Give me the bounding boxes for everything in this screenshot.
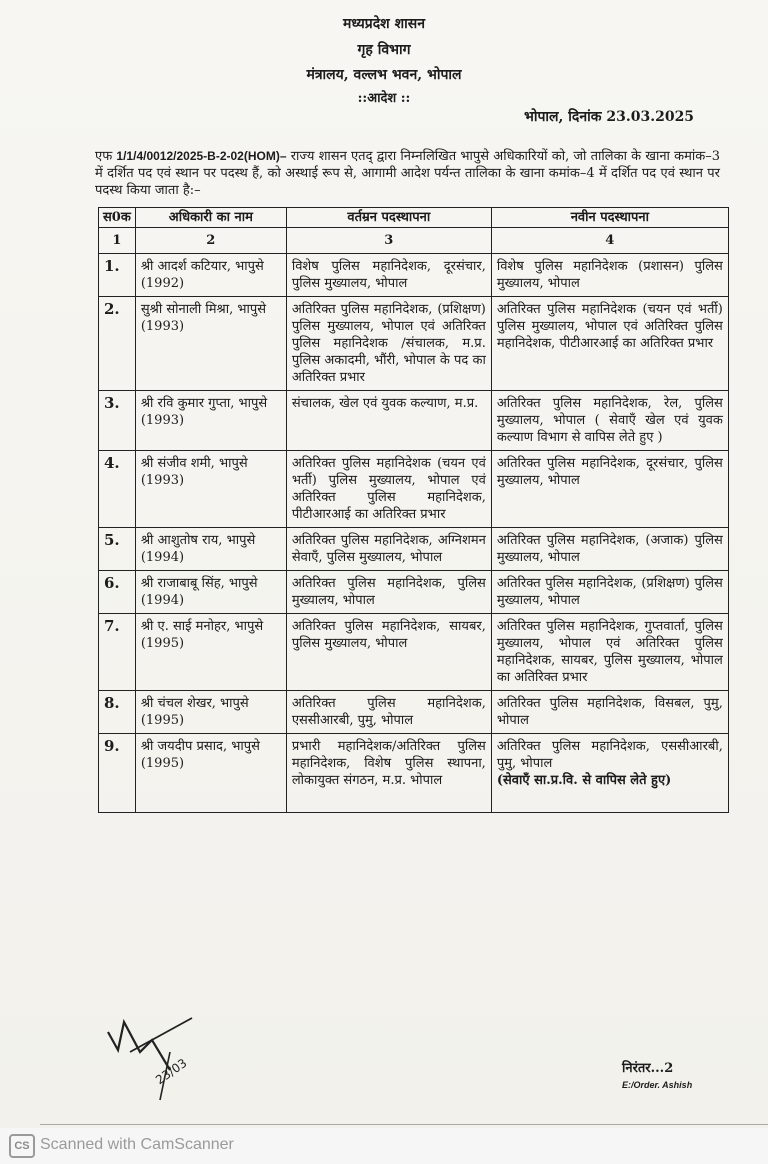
current-posting: अतिरिक्त पुलिस महानिदेशक, एससीआरबी, पुमु, भोपाल xyxy=(286,691,491,734)
new-posting-text: अतिरिक्त पुलिस महानिदेशक, विसबल, पुमु, भोपाल xyxy=(496,696,723,728)
scanner-text: Scanned with CamScanner xyxy=(40,1136,234,1153)
new-posting xyxy=(491,734,728,813)
current-posting: अतिरिक्त पुलिस महानिदेशक, (प्रशिक्षण) पुलिस मुख्यालय, भोपाल एवं अतिरिक्त पुलिस महानिदेशक /संचालक, म.प्र. पुलिस अकादमी, भौंरी, भोपाल के पद का अतिरिक्त प्रभार xyxy=(286,297,491,391)
serial-number: 5. xyxy=(99,528,136,571)
new-posting-text: अतिरिक्त पुलिस महानिदेशक, (प्रशिक्षण) पुलिस मुख्यालय, भोपाल xyxy=(496,576,723,608)
column-number: 4 xyxy=(491,228,728,254)
new-posting-text: अतिरिक्त पुलिस महानिदेशक, गुप्तवार्ता, पुलिस मुख्यालय, भोपाल एवं अतिरिक्त पुलिस महानिदेशक, सायबर, पुलिस मुख्यालय, भोपाल का अतिरिक्त प्रभार xyxy=(496,619,723,685)
officer-name: श्री चंचल शेखर, भापुसे (1995) xyxy=(135,691,286,734)
new-posting xyxy=(491,614,728,691)
header-order-title: ::आदेश :: xyxy=(357,91,411,106)
header-government: मध्यप्रदेश शासन xyxy=(343,16,425,32)
order-date: भोपाल, दिनांक 23.03.2025 xyxy=(524,109,695,125)
officer-name: श्री राजाबाबू सिंह, भापुसे (1994) xyxy=(135,571,286,614)
header-serial: स0क xyxy=(99,208,136,228)
table-row xyxy=(99,691,729,734)
new-posting-note: (सेवाएँ सा.प्र.वि. से वापिस लेते हुए) xyxy=(496,773,672,788)
officer-name: श्री ए. साई मनोहर, भापुसे (1995) xyxy=(135,614,286,691)
new-posting-text: अतिरिक्त पुलिस महानिदेशक, (अजाक) पुलिस मुख्यालय, भोपाल xyxy=(496,533,723,565)
current-posting: अतिरिक्त पुलिस महानिदेशक, पुलिस मुख्यालय, भोपाल xyxy=(286,571,491,614)
office-reference: E:/Order. Ashish xyxy=(622,1080,693,1090)
intro-prefix: एफ xyxy=(95,149,113,164)
officer-name: श्री आदर्श कटियार, भापुसे (1992) xyxy=(135,254,286,297)
serial-number: 7. xyxy=(99,614,136,691)
current-posting: संचालक, खेल एवं युवक कल्याण, म.प्र. xyxy=(286,391,491,451)
serial-number: 2. xyxy=(99,297,136,391)
signature-date: 23/03 xyxy=(153,1055,190,1088)
intro-paragraph xyxy=(95,148,720,199)
new-posting-text: अतिरिक्त पुलिस महानिदेशक, रेल, पुलिस मुख्यालय, भोपाल ( सेवाएँ खेल एवं युवक कल्याण विभाग से वापिस लेते हुए ) xyxy=(496,396,723,445)
current-posting: विशेष पुलिस महानिदेशक, दूरसंचार, पुलिस मुख्यालय, भोपाल xyxy=(286,254,491,297)
table-row xyxy=(99,571,729,614)
table-row xyxy=(99,614,729,691)
header-address: मंत्रालय, वल्लभ भवन, भोपाल xyxy=(306,67,462,83)
new-posting xyxy=(491,297,728,391)
page-edge-line xyxy=(40,1124,768,1125)
new-posting-text: विशेष पुलिस महानिदेशक (प्रशासन) पुलिस मुख्यालय, भोपाल xyxy=(496,259,723,291)
new-posting xyxy=(491,571,728,614)
new-posting-text: अतिरिक्त पुलिस महानिदेशक, एससीआरबी, पुमु, भोपाल xyxy=(496,739,723,771)
table-row xyxy=(99,451,729,528)
column-number: 1 xyxy=(99,228,136,254)
continued-note: निरंतर...2 xyxy=(622,1061,674,1076)
table-row xyxy=(99,734,729,813)
column-number: 3 xyxy=(286,228,491,254)
column-number-row xyxy=(99,228,729,254)
signature-mark xyxy=(100,1012,220,1102)
new-posting-text: अतिरिक्त पुलिस महानिदेशक (चयन एवं भर्ती) पुलिस मुख्यालय, भोपाल एवं अतिरिक्त पुलिस महानिदेशक, पीटीआरआई का अतिरिक्त प्रभार xyxy=(496,302,723,351)
current-posting: अतिरिक्त पुलिस महानिदेशक, सायबर, पुलिस मुख्यालय, भोपाल xyxy=(286,614,491,691)
officer-name: श्री रवि कुमार गुप्ता, भापुसे (1993) xyxy=(135,391,286,451)
current-posting: प्रभारी महानिदेशक/अतिरिक्त पुलिस महानिदेशक, विशेष पुलिस स्थापना, लोकायुक्त संगठन, म.प्र. भोपाल xyxy=(286,734,491,813)
serial-number: 8. xyxy=(99,691,136,734)
serial-number: 9. xyxy=(99,734,136,813)
header-department: गृह विभाग xyxy=(357,42,411,58)
table-row xyxy=(99,254,729,297)
officer-name: सुश्री सोनाली मिश्रा, भापुसे (1993) xyxy=(135,297,286,391)
new-posting-text: अतिरिक्त पुलिस महानिदेशक, दूरसंचार, पुलिस मुख्यालय, भोपाल xyxy=(496,456,723,488)
new-posting xyxy=(491,391,728,451)
officer-name: श्री जयदीप प्रसाद, भापुसे (1995) xyxy=(135,734,286,813)
serial-number: 3. xyxy=(99,391,136,451)
column-number: 2 xyxy=(135,228,286,254)
current-posting: अतिरिक्त पुलिस महानिदेशक, अग्निशमन सेवाएँ, पुलिस मुख्यालय, भोपाल xyxy=(286,528,491,571)
scanner-watermark xyxy=(0,1128,768,1164)
header-officer-name: अधिकारी का नाम xyxy=(135,208,286,228)
intro-text: राज्य शासन एतद् द्वारा निम्नलिखित भापुसे अधिकारियों को, जो तालिका के खाना कमांक–3 में दर्शित पद एवं स्थान पर पदस्थ हैं, को अस्थाई रूप से, आगामी आदेश पर्यन्त तालिका के खाना कमांक–4 में दर्शित पद एवं स्थान पर पदस्थ किया जाता है:– xyxy=(95,149,720,198)
serial-number: 6. xyxy=(99,571,136,614)
new-posting xyxy=(491,528,728,571)
table-header-row xyxy=(99,208,729,228)
table-row xyxy=(99,528,729,571)
officer-name: श्री संजीव शमी, भापुसे (1993) xyxy=(135,451,286,528)
current-posting: अतिरिक्त पुलिस महानिदेशक (चयन एवं भर्ती) पुलिस मुख्यालय, भोपाल एवं अतिरिक्त पुलिस महानिदेशक, पीटीआरआई का अतिरिक्त प्रभार xyxy=(286,451,491,528)
camscanner-logo-icon: CS xyxy=(9,1134,35,1158)
new-posting xyxy=(491,254,728,297)
header-current-posting: वर्तम्रन पदस्थापना xyxy=(286,208,491,228)
header-new-posting: नवीन पदस्थापना xyxy=(491,208,728,228)
serial-number: 1. xyxy=(99,254,136,297)
table-row xyxy=(99,391,729,451)
new-posting xyxy=(491,691,728,734)
posting-table xyxy=(98,207,729,813)
new-posting xyxy=(491,451,728,528)
serial-number: 4. xyxy=(99,451,136,528)
officer-name: श्री आशुतोष राय, भापुसे (1994) xyxy=(135,528,286,571)
table-row xyxy=(99,297,729,391)
order-reference: 1/1/4/0012/2025-B-2-02(HOM)– xyxy=(116,149,287,163)
